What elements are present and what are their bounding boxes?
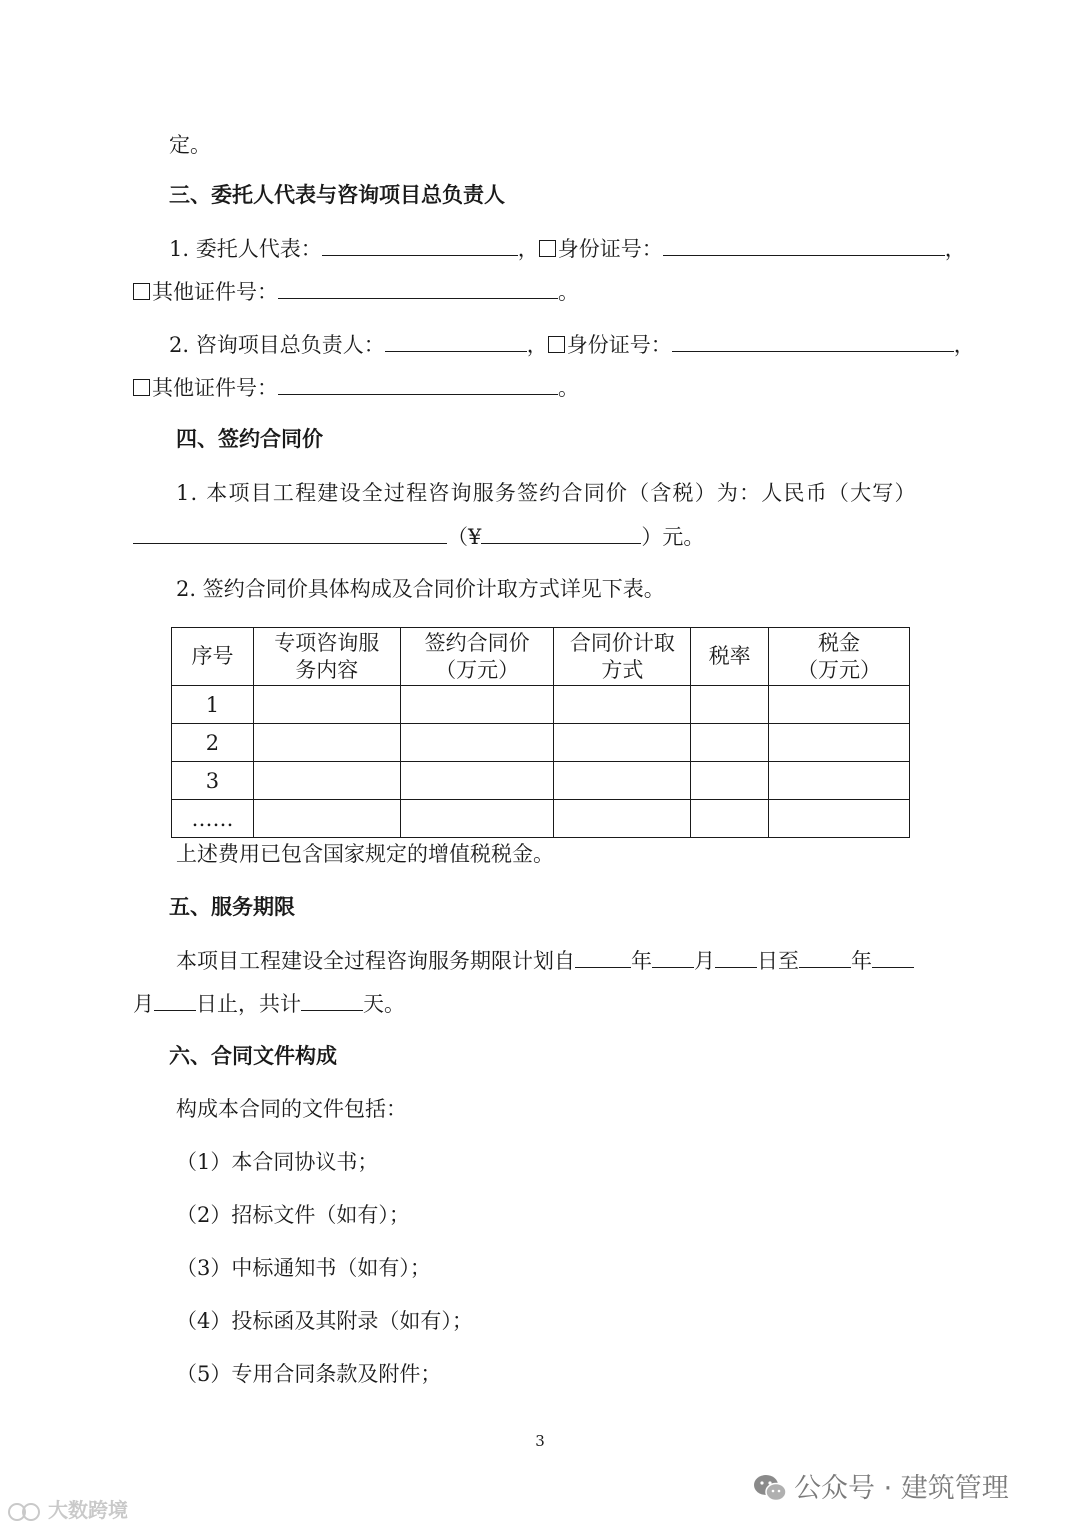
section-4-heading: 四、签约合同价 bbox=[176, 426, 323, 451]
table-cell[interactable] bbox=[769, 686, 910, 724]
id-number-blank bbox=[672, 329, 954, 352]
client-representative-label: 1. 委托人代表： bbox=[169, 237, 322, 261]
checkbox-other-id[interactable] bbox=[133, 379, 150, 396]
table-cell[interactable] bbox=[691, 724, 769, 762]
checkbox-id[interactable] bbox=[548, 336, 565, 353]
section-3-heading: 三、委托人代表与咨询项目总负责人 bbox=[169, 182, 505, 207]
day-to-label: 日至 bbox=[757, 949, 799, 973]
header-service-content: 专项咨询服 务内容 bbox=[253, 628, 400, 686]
wechat-icon bbox=[752, 1473, 788, 1503]
year-label: 年 bbox=[631, 949, 652, 973]
month-label: 月 bbox=[694, 949, 715, 973]
list-item: （4）投标函及其附录（如有）； bbox=[176, 1309, 473, 1333]
table-cell[interactable] bbox=[253, 762, 400, 800]
table-row bbox=[172, 800, 910, 838]
start-day-blank bbox=[715, 945, 757, 968]
watermark-left bbox=[8, 1494, 128, 1523]
table-cell[interactable] bbox=[691, 686, 769, 724]
table-cell[interactable] bbox=[554, 762, 691, 800]
table-cell: …… bbox=[172, 800, 254, 838]
separator: ， bbox=[944, 237, 966, 261]
year-label: 年 bbox=[851, 949, 872, 973]
other-id-label: 其他证件号： bbox=[152, 280, 278, 304]
client-other-id-line bbox=[133, 276, 579, 307]
period: 。 bbox=[558, 376, 579, 400]
table-cell[interactable] bbox=[769, 762, 910, 800]
start-year-blank bbox=[575, 945, 631, 968]
start-month-blank bbox=[652, 945, 694, 968]
checkbox-id[interactable] bbox=[539, 240, 556, 257]
table-cell[interactable] bbox=[253, 724, 400, 762]
table-cell[interactable] bbox=[769, 800, 910, 838]
service-period-line-1 bbox=[176, 945, 914, 976]
client-representative-line bbox=[169, 233, 966, 264]
price-composition-paragraph: 2. 签约合同价具体构成及合同价计取方式详见下表。 bbox=[176, 577, 665, 601]
list-item: （5）专用合同条款及附件； bbox=[176, 1362, 442, 1386]
other-id-blank bbox=[278, 276, 558, 299]
watermark-left-text: 大数跨境 bbox=[48, 1498, 128, 1522]
separator: ， bbox=[526, 333, 548, 357]
list-item: （2）招标文件（如有）； bbox=[176, 1203, 410, 1227]
contract-price-paragraph: 1. 本项目工程建设全过程咨询服务签约合同价（含税）为：人民币（大写） bbox=[176, 481, 917, 505]
table-cell: 1 bbox=[172, 686, 254, 724]
service-period-text: 本项目工程建设全过程咨询服务期限计划自 bbox=[176, 949, 575, 973]
table-row bbox=[172, 686, 910, 724]
table-cell: 3 bbox=[172, 762, 254, 800]
list-item: （3）中标通知书（如有）； bbox=[176, 1256, 431, 1280]
table-row bbox=[172, 762, 910, 800]
other-id-label: 其他证件号： bbox=[152, 376, 278, 400]
list-item: （1）本合同协议书； bbox=[176, 1150, 379, 1174]
table-header-row bbox=[172, 628, 910, 686]
section-6-heading: 六、合同文件构成 bbox=[169, 1043, 337, 1068]
header-serial: 序号 bbox=[172, 628, 254, 686]
checkbox-other-id[interactable] bbox=[133, 283, 150, 300]
table-cell[interactable] bbox=[554, 686, 691, 724]
id-number-blank bbox=[663, 233, 945, 256]
leader-other-id-line bbox=[133, 372, 579, 403]
service-period-line-2 bbox=[133, 988, 405, 1019]
table-cell[interactable] bbox=[400, 686, 554, 724]
page-number: 3 bbox=[535, 1432, 545, 1450]
table-note: 上述费用已包含国家规定的增值税税金。 bbox=[176, 842, 554, 866]
section-5-heading: 五、服务期限 bbox=[169, 894, 295, 919]
project-leader-blank bbox=[385, 329, 527, 352]
day-end-label: 日止，共计 bbox=[196, 992, 301, 1016]
yuan-close: ）元。 bbox=[641, 525, 705, 549]
table-cell[interactable] bbox=[554, 724, 691, 762]
end-month-line1-blank bbox=[872, 945, 914, 968]
id-number-label: 身份证号： bbox=[557, 237, 663, 261]
days-label: 天。 bbox=[363, 992, 405, 1016]
table-cell[interactable] bbox=[400, 762, 554, 800]
table-cell[interactable] bbox=[253, 800, 400, 838]
table-cell[interactable] bbox=[554, 800, 691, 838]
watermark-logo-icon bbox=[8, 1501, 48, 1521]
month-label: 月 bbox=[133, 992, 154, 1016]
amount-in-figures-blank bbox=[481, 521, 641, 544]
end-day-blank bbox=[154, 988, 196, 1011]
table-row bbox=[172, 724, 910, 762]
watermark-right bbox=[752, 1466, 1009, 1505]
separator: ， bbox=[953, 333, 975, 357]
table-cell[interactable] bbox=[691, 800, 769, 838]
table-cell: 2 bbox=[172, 724, 254, 762]
watermark-right-text: 公众号 · 建筑管理 bbox=[794, 1473, 1009, 1504]
total-days-blank bbox=[301, 988, 363, 1011]
id-number-label: 身份证号： bbox=[566, 333, 672, 357]
yuan-symbol-open: （¥ bbox=[447, 525, 482, 549]
table-cell[interactable] bbox=[400, 800, 554, 838]
table-cell[interactable] bbox=[400, 724, 554, 762]
project-leader-line bbox=[169, 329, 975, 360]
client-representative-blank bbox=[322, 233, 518, 256]
header-pricing-method: 合同价计取 方式 bbox=[554, 628, 691, 686]
other-id-blank bbox=[278, 372, 558, 395]
header-tax-rate: 税率 bbox=[691, 628, 769, 686]
header-tax-amount: 税金 （万元） bbox=[769, 628, 910, 686]
table-cell[interactable] bbox=[769, 724, 910, 762]
period: 。 bbox=[558, 280, 579, 304]
project-leader-label: 2. 咨询项目总负责人： bbox=[169, 333, 385, 357]
table-cell[interactable] bbox=[691, 762, 769, 800]
contract-price-amount-line bbox=[133, 521, 704, 552]
table-cell[interactable] bbox=[253, 686, 400, 724]
price-composition-table bbox=[171, 627, 910, 838]
amount-in-words-blank bbox=[133, 521, 447, 544]
end-year-blank bbox=[799, 945, 851, 968]
contract-docs-intro: 构成本合同的文件包括： bbox=[176, 1097, 407, 1121]
paragraph-continuation: 定。 bbox=[169, 133, 211, 157]
header-contract-price: 签约合同价 （万元） bbox=[400, 628, 554, 686]
separator: ， bbox=[517, 237, 539, 261]
